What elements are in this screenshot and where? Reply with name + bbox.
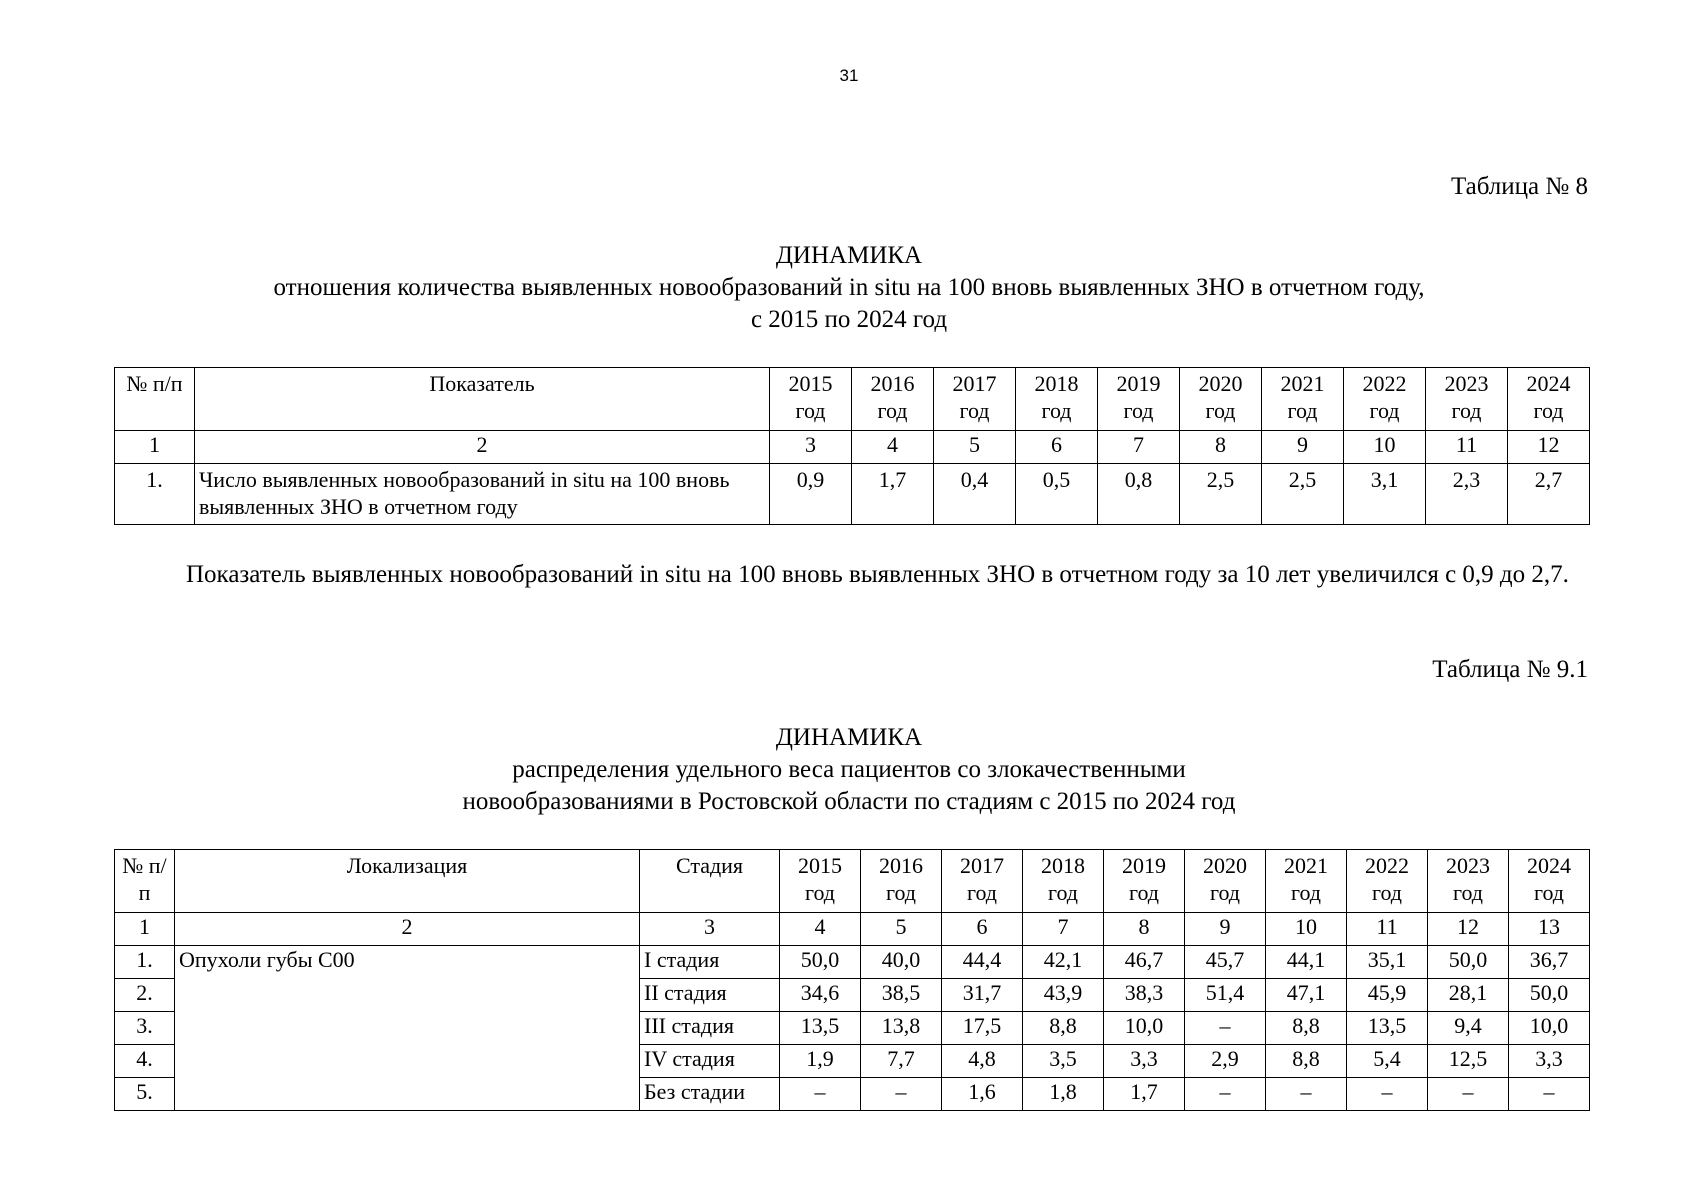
header-cell: 2017 год xyxy=(942,850,1023,913)
value-cell: 3,1 xyxy=(1344,464,1426,525)
column-number-cell: 8 xyxy=(1180,431,1262,464)
value-cell: 45,7 xyxy=(1185,946,1266,979)
value-cell: 42,1 xyxy=(1023,946,1104,979)
column-number-cell: 3 xyxy=(770,431,852,464)
value-cell: 34,6 xyxy=(780,979,861,1012)
value-cell: 3,3 xyxy=(1509,1045,1590,1078)
stage-cell: IV стадия xyxy=(640,1045,780,1078)
column-number-cell: 8 xyxy=(1104,913,1185,946)
header-cell: 2017 год xyxy=(934,368,1016,431)
column-number-cell: 9 xyxy=(1262,431,1344,464)
value-cell: 38,5 xyxy=(861,979,942,1012)
value-cell: 8,8 xyxy=(1023,1012,1104,1045)
column-number-cell: 10 xyxy=(1266,913,1347,946)
value-cell: – xyxy=(1185,1078,1266,1111)
value-cell: 45,9 xyxy=(1347,979,1428,1012)
value-cell: 28,1 xyxy=(1428,979,1509,1012)
header-cell: № п/п xyxy=(115,368,195,431)
value-cell: 2,9 xyxy=(1185,1045,1266,1078)
value-cell: 47,1 xyxy=(1266,979,1347,1012)
value-cell: 9,4 xyxy=(1428,1012,1509,1045)
stage-cell: I стадия xyxy=(640,946,780,979)
value-cell: 50,0 xyxy=(1509,979,1590,1012)
header-cell: 2024 год xyxy=(1509,850,1590,913)
column-number-cell: 6 xyxy=(942,913,1023,946)
column-number-cell: 5 xyxy=(861,913,942,946)
column-number-cell: 2 xyxy=(175,913,640,946)
header-cell: 2020 год xyxy=(1185,850,1266,913)
value-cell: – xyxy=(1185,1012,1266,1045)
stage-cell: III стадия xyxy=(640,1012,780,1045)
page-number: 31 xyxy=(839,66,859,85)
header-cell: 2023 год xyxy=(1426,368,1508,431)
value-cell: 1,9 xyxy=(780,1045,861,1078)
table-8-title-line: с 2015 по 2024 год xyxy=(750,306,948,333)
value-cell: 1,6 xyxy=(942,1078,1023,1111)
value-cell: 50,0 xyxy=(1428,946,1509,979)
stage-cell: II стадия xyxy=(640,979,780,1012)
table-header-row xyxy=(115,850,1590,913)
value-cell: 43,9 xyxy=(1023,979,1104,1012)
value-cell: 0,4 xyxy=(934,464,1016,525)
value-cell: 8,8 xyxy=(1266,1045,1347,1078)
value-cell: – xyxy=(1428,1078,1509,1111)
value-cell: – xyxy=(1509,1078,1590,1111)
table-8-title-line: отношения количества выявленных новообразований in situ на 100 вновь выявленных ЗНО в отчетном году, xyxy=(273,274,1425,301)
header-cell: 2019 год xyxy=(1104,850,1185,913)
header-cell: 2018 год xyxy=(1023,850,1104,913)
value-cell: 3,3 xyxy=(1104,1045,1185,1078)
stage-cell: Без стадии xyxy=(640,1078,780,1111)
column-number-cell: 12 xyxy=(1508,431,1590,464)
column-number-cell: 4 xyxy=(780,913,861,946)
table-8-title-line: ДИНАМИКА xyxy=(775,242,923,269)
value-cell: – xyxy=(1347,1078,1428,1111)
table-row xyxy=(115,464,1590,525)
table-header-row xyxy=(115,368,1590,431)
value-cell: 2,3 xyxy=(1426,464,1508,525)
value-cell: 0,9 xyxy=(770,464,852,525)
value-cell: 3,5 xyxy=(1023,1045,1104,1078)
value-cell: 10,0 xyxy=(1104,1012,1185,1045)
value-cell: 17,5 xyxy=(942,1012,1023,1045)
column-number-cell: 3 xyxy=(640,913,780,946)
value-cell: 0,8 xyxy=(1098,464,1180,525)
row-number-cell: 1. xyxy=(115,464,195,525)
value-cell: 10,0 xyxy=(1509,1012,1590,1045)
column-number-cell: 4 xyxy=(852,431,934,464)
table-8-label: Таблица № 8 xyxy=(1450,173,1588,200)
column-number-row xyxy=(115,431,1590,464)
header-cell: 2021 год xyxy=(1266,850,1347,913)
column-number-cell: 11 xyxy=(1426,431,1508,464)
header-cell: 2023 год xyxy=(1428,850,1509,913)
value-cell: 5,4 xyxy=(1347,1045,1428,1078)
value-cell: 4,8 xyxy=(942,1045,1023,1078)
header-cell: 2024 год xyxy=(1508,368,1590,431)
column-number-cell: 1 xyxy=(115,913,175,946)
value-cell: 40,0 xyxy=(861,946,942,979)
column-number-cell: 9 xyxy=(1185,913,1266,946)
header-cell: 2015 год xyxy=(780,850,861,913)
header-cell: 2016 год xyxy=(852,368,934,431)
indicator-cell: Число выявленных новообразований in situ на 100 вновь выявленных ЗНО в отчетном году xyxy=(195,464,770,525)
value-cell: 13,5 xyxy=(780,1012,861,1045)
column-number-row xyxy=(115,913,1590,946)
value-cell: 2,5 xyxy=(1180,464,1262,525)
value-cell: 35,1 xyxy=(1347,946,1428,979)
header-cell: 2021 год xyxy=(1262,368,1344,431)
header-cell: Локализация xyxy=(175,850,640,913)
value-cell: 12,5 xyxy=(1428,1045,1509,1078)
value-cell: 2,5 xyxy=(1262,464,1344,525)
value-cell: 36,7 xyxy=(1509,946,1590,979)
header-cell: 2016 год xyxy=(861,850,942,913)
table-9-1-title xyxy=(110,722,1588,818)
header-cell: Показатель xyxy=(195,368,770,431)
column-number-cell: 11 xyxy=(1347,913,1428,946)
column-number-cell: 2 xyxy=(195,431,770,464)
header-cell: 2022 год xyxy=(1344,368,1426,431)
value-cell: 13,5 xyxy=(1347,1012,1428,1045)
row-number-cell: 3. xyxy=(115,1012,175,1045)
column-number-cell: 7 xyxy=(1098,431,1180,464)
value-cell: 44,1 xyxy=(1266,946,1347,979)
table-8-title xyxy=(110,240,1588,336)
localization-cell: Опухоли губы С00 xyxy=(175,946,640,1111)
column-number-cell: 13 xyxy=(1509,913,1590,946)
value-cell: 7,7 xyxy=(861,1045,942,1078)
header-cell: Стадия xyxy=(640,850,780,913)
value-cell: 1,7 xyxy=(852,464,934,525)
value-cell: 1,8 xyxy=(1023,1078,1104,1111)
value-cell: 38,3 xyxy=(1104,979,1185,1012)
column-number-cell: 10 xyxy=(1344,431,1426,464)
value-cell: – xyxy=(1266,1078,1347,1111)
table-9-1-title-line: распределения удельного веса пациентов со злокачественными xyxy=(512,756,1186,783)
header-cell: 2022 год xyxy=(1347,850,1428,913)
value-cell: 44,4 xyxy=(942,946,1023,979)
value-cell: – xyxy=(780,1078,861,1111)
value-cell: 8,8 xyxy=(1266,1012,1347,1045)
column-number-cell: 5 xyxy=(934,431,1016,464)
header-cell: № п/п xyxy=(115,850,175,913)
column-number-cell: 7 xyxy=(1023,913,1104,946)
table-9-1 xyxy=(114,849,1590,1111)
header-cell: 2019 год xyxy=(1098,368,1180,431)
table-8 xyxy=(114,367,1590,525)
value-cell: 2,7 xyxy=(1508,464,1590,525)
table-row xyxy=(115,946,1590,979)
value-cell: 13,8 xyxy=(861,1012,942,1045)
column-number-cell: 6 xyxy=(1016,431,1098,464)
row-number-cell: 5. xyxy=(115,1078,175,1111)
value-cell: 51,4 xyxy=(1185,979,1266,1012)
body-paragraph: Показатель выявленных новообразований in situ на 100 вновь выявленных ЗНО в отчетном году за 10 лет увеличился с 0,9 до 2,7. xyxy=(186,561,1569,588)
column-number-cell: 1 xyxy=(115,431,195,464)
table-9-1-label: Таблица № 9.1 xyxy=(1432,656,1588,683)
value-cell: 46,7 xyxy=(1104,946,1185,979)
value-cell: 31,7 xyxy=(942,979,1023,1012)
value-cell: 0,5 xyxy=(1016,464,1098,525)
header-cell: 2015 год xyxy=(770,368,852,431)
header-cell: 2020 год xyxy=(1180,368,1262,431)
value-cell: 1,7 xyxy=(1104,1078,1185,1111)
value-cell: 50,0 xyxy=(780,946,861,979)
table-9-1-title-line: ДИНАМИКА xyxy=(775,724,923,751)
row-number-cell: 2. xyxy=(115,979,175,1012)
row-number-cell: 4. xyxy=(115,1045,175,1078)
row-number-cell: 1. xyxy=(115,946,175,979)
value-cell: – xyxy=(861,1078,942,1111)
column-number-cell: 12 xyxy=(1428,913,1509,946)
header-cell: 2018 год xyxy=(1016,368,1098,431)
table-9-1-title-line: новообразованиями в Ростовской области по стадиям с 2015 по 2024 год xyxy=(462,788,1236,815)
